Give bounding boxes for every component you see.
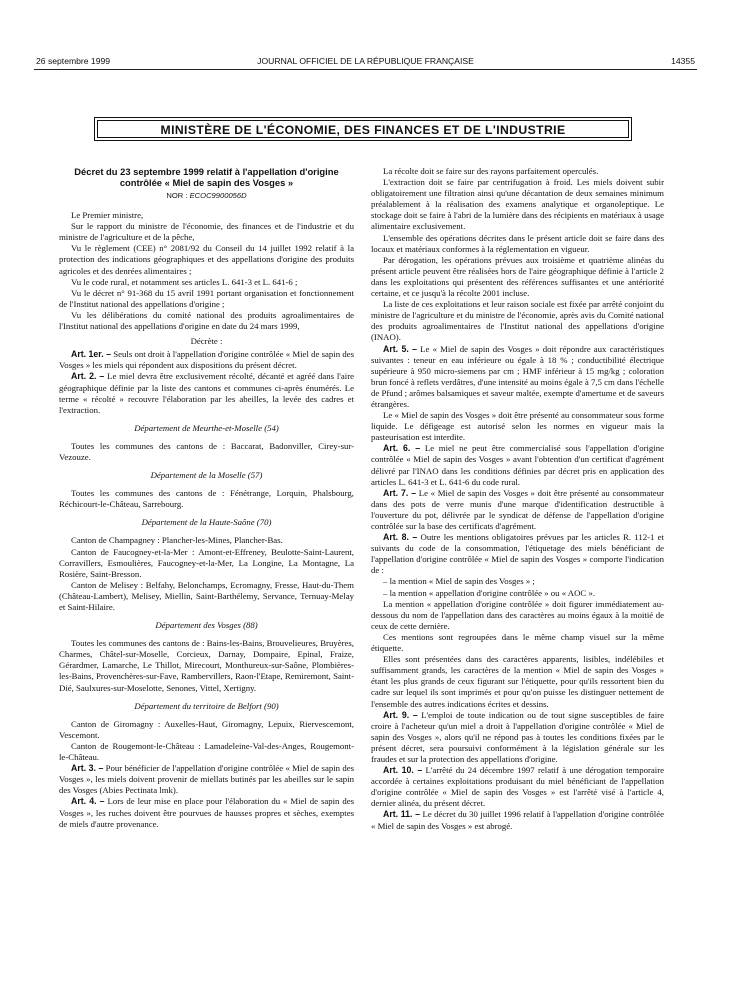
right-column-body: [371, 166, 664, 832]
department-heading: Département de Meurthe-et-Moselle (54): [134, 422, 279, 433]
article-paragraph: [371, 710, 664, 765]
article-paragraph: [59, 349, 354, 371]
left-column: [59, 166, 354, 830]
article-text: Le miel devra être exclusivement récolté, décanté et agréé dans l'aire géographique définie par la liste des cantons et communes ci-après énumérés. Le terme « récolté » recouvre l'élaboration par les abeilles, la levée des cadres et l'extraction.: [59, 371, 354, 415]
article-label: Art. 2. –: [71, 371, 105, 382]
article-label: Art. 7. –: [383, 487, 417, 498]
header-date: 26 septembre 1999: [36, 56, 111, 66]
header-rule: [34, 69, 697, 70]
paragraph: – la mention « appellation d'origine contrôlée » ou « AOC ».: [383, 587, 596, 598]
paragraph: Vu le règlement (CEE) n° 2081/92 du Conseil du 14 juillet 1992 relatif à la protection des indications géographiques et des appellations d'origine des produits agricoles et des denrées alimentaires ;: [59, 243, 354, 276]
header-page-number: 14355: [671, 56, 695, 66]
paragraph: Toutes les communes des cantons de : Fénétrange, Lorquin, Phalsbourg, Réchicourt-le-Château, Sarrebourg.: [59, 488, 354, 510]
decree-title: Décret du 23 septembre 1999 relatif à l'appellation d'origine contrôlée « Miel de sapin des Vosges »: [74, 166, 339, 188]
ministry-title: MINISTÈRE DE L'ÉCONOMIE, DES FINANCES ET DE L'INDUSTRIE: [160, 123, 566, 137]
article-paragraph: [59, 763, 354, 796]
paragraph: Canton de Faucogney-et-la-Mer : Amont-et-Effreney, Beulotte-Saint-Laurent, Corravillers, Esmoulières, Faucogney-et-la-Mer, La Longine, La Montagne, La Rosière, Saint-Bresson.: [59, 546, 354, 579]
ministry-box: [94, 117, 632, 141]
paragraph: Sur le rapport du ministre de l'économie, des finances et de l'industrie et du ministre de l'agriculture et de la pêche,: [59, 221, 354, 243]
paragraph: Vu les délibérations du comité national des produits agroalimentaires de l'Institut national des appellations d'origine en date du 24 mars 1999,: [59, 309, 354, 332]
article-paragraph: [371, 532, 664, 576]
article-label: Art. 4. –: [71, 796, 105, 807]
article-label: Art. 3. –: [71, 763, 104, 774]
paragraph: Ces mentions sont regroupées dans le même champ visuel sur la même étiquette.: [371, 631, 664, 654]
department-heading: Département de la Haute-Saône (70): [141, 517, 272, 528]
paragraph: – la mention « Miel de sapin des Vosges » ;: [383, 576, 535, 587]
paragraph: L'ensemble des opérations décrites dans le présent article doit se faire dans des locaux et matériaux conformes à la réglementation en vigueur.: [371, 232, 664, 254]
department-heading: Département du territoire de Belfort (90): [134, 700, 279, 711]
article-paragraph: [371, 443, 664, 487]
paragraph: Vu le décret n° 91-368 du 15 avril 1991 portant organisation et fonctionnement de l'Institut national des appellations d'origine ;: [59, 287, 354, 309]
department-heading: Département des Vosges (88): [155, 620, 258, 631]
article-label: Art. 1er. –: [71, 349, 112, 360]
article-text: Le miel ne peut être commercialisé sous l'appellation d'origine contrôlée « Miel de sapin des Vosges » avant l'obtention d'un certificat d'agrément délivré par l'INAO dans les conditions définies par décret pris en application des articles L. 641-3 et L. 641-6 du code rural.: [371, 443, 664, 487]
paragraph: Canton de Melisey : Belfahy, Belonchamps, Ecromagny, Fresse, Haut-du-Them (Château-Lambert), Melisey, Miellin, Saint-Barthélemy, Servance, Ternuay-Melay et Saint-Hilaire.: [59, 579, 354, 612]
page-header: [36, 56, 695, 68]
paragraph: Par dérogation, les opérations prévues aux troisième et quatrième alinéas du présent article peuvent être réalisées hors de l'aire géographique définie à l'article 2 dans les exploitations qui présentent des références suffisantes et une antériorité certaine, et ce jusqu'à la récolte 2001 incluse.: [371, 254, 664, 299]
article-paragraph: [371, 809, 664, 831]
paragraph: La mention « appellation d'origine contrôlée » doit figurer immédiatement au-dessous du nom de l'appellation dans des caractères au moins égaux à la moitié de ceux de cette dernière.: [371, 598, 664, 631]
nor-label: NOR :: [166, 191, 188, 200]
nor-line: [59, 190, 354, 201]
article-label: Art. 9. –: [383, 709, 418, 720]
paragraph: L'extraction doit se faire par centrifugation à froid. Les miels doivent subir obligatoirement une filtration ainsi qu'une décantation de deux semaines minimum préalablement à la réalisation des examens analytique et organoleptique. Le stockage doit se faire à l'abri de la lumière dans des récipients en matériaux à usage alimentaire exclusivement.: [371, 177, 664, 232]
article-paragraph: [59, 371, 354, 415]
article-text: Le « Miel de sapin des Vosges » doit répondre aux caractéristiques suivantes : teneur en eau inférieure ou égale à 18 % ; conductibilité électrique supérieure à 950 micro-siemens par cm ; HMF inférieur à 15 mg/kg ; coloration brun foncé à reflets verdâtres, d'une intensité au moins égale à 7,5 cm dans l'échelle de Pfund ; arômes balsamiques et saveur maltée, exempte d'amertume et de saveurs étrangères.: [371, 343, 664, 409]
article-text: L'arrêté du 24 décembre 1997 relatif à une dérogation temporaire accordée à certaines exploitations produisant du miel bénéficiant de l'appellation d'origine contrôlée « Miel de sapin des Vosges » est l'arrêté visé à l'article 4, dernier alinéa, du présent décret.: [371, 765, 664, 809]
nor-code: ECOC9900056D: [189, 191, 247, 200]
paragraph: Elles sont présentées dans des caractères apparents, lisibles, indélébiles et suffisamment grands, les caractères de la mention « Miel de sapin des Vosges » étant les plus grands de ceux figurant sur l'étiquette, pour qu'ils ressortent bien du cadre sur lequel ils sont imprimés et pour qu'on puisse les distinguer nettement de l'ensemble des autres indications écrites et dessins.: [371, 654, 664, 709]
article-paragraph: [371, 344, 664, 411]
department-heading: Département de la Moselle (57): [150, 470, 263, 481]
article-label: Art. 5. –: [383, 343, 418, 354]
article-text: Le « Miel de sapin des Vosges » doit être présenté au consommateur dans des pots de verre munis d'une marque d'identification destructible à l'ouverture du pot, délivrée par le syndicat de défense de l'appellation d'origine contrôlée sur la base des certificats d'agrément.: [371, 487, 664, 531]
paragraph: Toutes les communes des cantons de : Bains-les-Bains, Brouvelieures, Bruyères, Charmes, Châtel-sur-Moselle, Corcieux, Darnay, Dompaire, Epinal, Fraize, Gérardmer, Lamarche, Le Thillot, Mirecourt, Monthureux-sur-Saône, Plombières-les-Bains, Provenchères-sur-Fave, Rambervillers, Raon-l'Etape, Remiremont, Saint-Dié, Saulxures-sur-Moselotte, Senones, Vittel, Xertigny.: [59, 638, 354, 693]
article-label: Art. 11. –: [383, 809, 421, 820]
decrete-line: Décrète :: [190, 336, 223, 347]
paragraph: Vu le code rural, et notamment ses articles L. 641-3 et L. 641-6 ;: [71, 276, 298, 287]
paragraph: La récolte doit se faire sur des rayons parfaitement operculés.: [383, 166, 599, 176]
article-label: Art. 6. –: [383, 443, 421, 454]
article-text: Le décret du 30 juillet 1996 relatif à l'appellation d'origine contrôlée « Miel de sapin des Vosges » est abrogé.: [371, 809, 664, 831]
right-column: [371, 166, 664, 832]
left-column-body: [59, 210, 354, 830]
article-text: Lors de leur mise en place pour l'élaboration du « Miel de sapin des Vosges », les ruches doivent être pourvues de hausses propres et sèches, exemptes de miels d'autre provenance.: [59, 796, 354, 829]
header-journal-title: JOURNAL OFFICIEL DE LA RÉPUBLIQUE FRANÇAISE: [257, 56, 474, 66]
paragraph: La liste de ces exploitations et leur raison sociale est fixée par arrêté conjoint du ministre de l'agriculture et du ministre de l'économie, après avis du Comité national des produits agroalimentaires de l'Institut national des appellations d'origine (INAO).: [371, 299, 664, 343]
paragraph: Toutes les communes des cantons de : Baccarat, Badonviller, Cirey-sur-Vezouze.: [59, 440, 354, 462]
article-paragraph: [371, 765, 664, 809]
paragraph: Le Premier ministre,: [71, 210, 144, 221]
article-paragraph: [59, 796, 354, 829]
article-text: Outre les mentions obligatoires prévues par les articles R. 112-1 et suivants du code de la consommation, l'étiquetage des miels bénéficiant de l'appellation d'origine contrôlée « Miel de sapin des Vosges » comporte l'indication de :: [371, 532, 664, 576]
article-text: Pour bénéficier de l'appellation d'origine contrôlée « Miel de sapin des Vosges », les miels doivent provenir de miellats butinés par les abeilles sur le sapin des Vosges (Abies Pectinata lmk).: [59, 763, 354, 796]
article-label: Art. 10. –: [383, 765, 423, 776]
article-paragraph: [371, 488, 664, 532]
paragraph: Canton de Rougemont-le-Château : Lamadeleine-Val-des-Anges, Rougemont-le-Château.: [59, 740, 354, 763]
article-text: L'emploi de toute indication ou de tout signe susceptibles de faire croire à l'acheteur qu'un miel a droit à l'appellation d'origine contrôlée « Miel de sapin des Vosges », alors qu'il ne répond pas à toutes les conditions fixées par le présent décret, sera poursuivi conformément à la législation générale sur les fraudes et sur la protection des appellations d'origine.: [371, 709, 664, 764]
paragraph: Canton de Champagney : Plancher-les-Mines, Plancher-Bas.: [71, 535, 283, 546]
paragraph: Canton de Giromagny : Auxelles-Haut, Giromagny, Lepuix, Riervescemont, Vescemont.: [59, 718, 354, 740]
article-text: Seuls ont droit à l'appellation d'origine contrôlée « Miel de sapin des Vosges » les miels qui répondent aux dispositions du présent décret.: [59, 349, 355, 371]
article-label: Art. 8. –: [383, 532, 418, 543]
paragraph: Le « Miel de sapin des Vosges » doit être présenté au consommateur sous forme liquide. Le défigeage est autorisé selon les normes en vigueur mais la pasteurisation est interdite.: [371, 410, 664, 443]
